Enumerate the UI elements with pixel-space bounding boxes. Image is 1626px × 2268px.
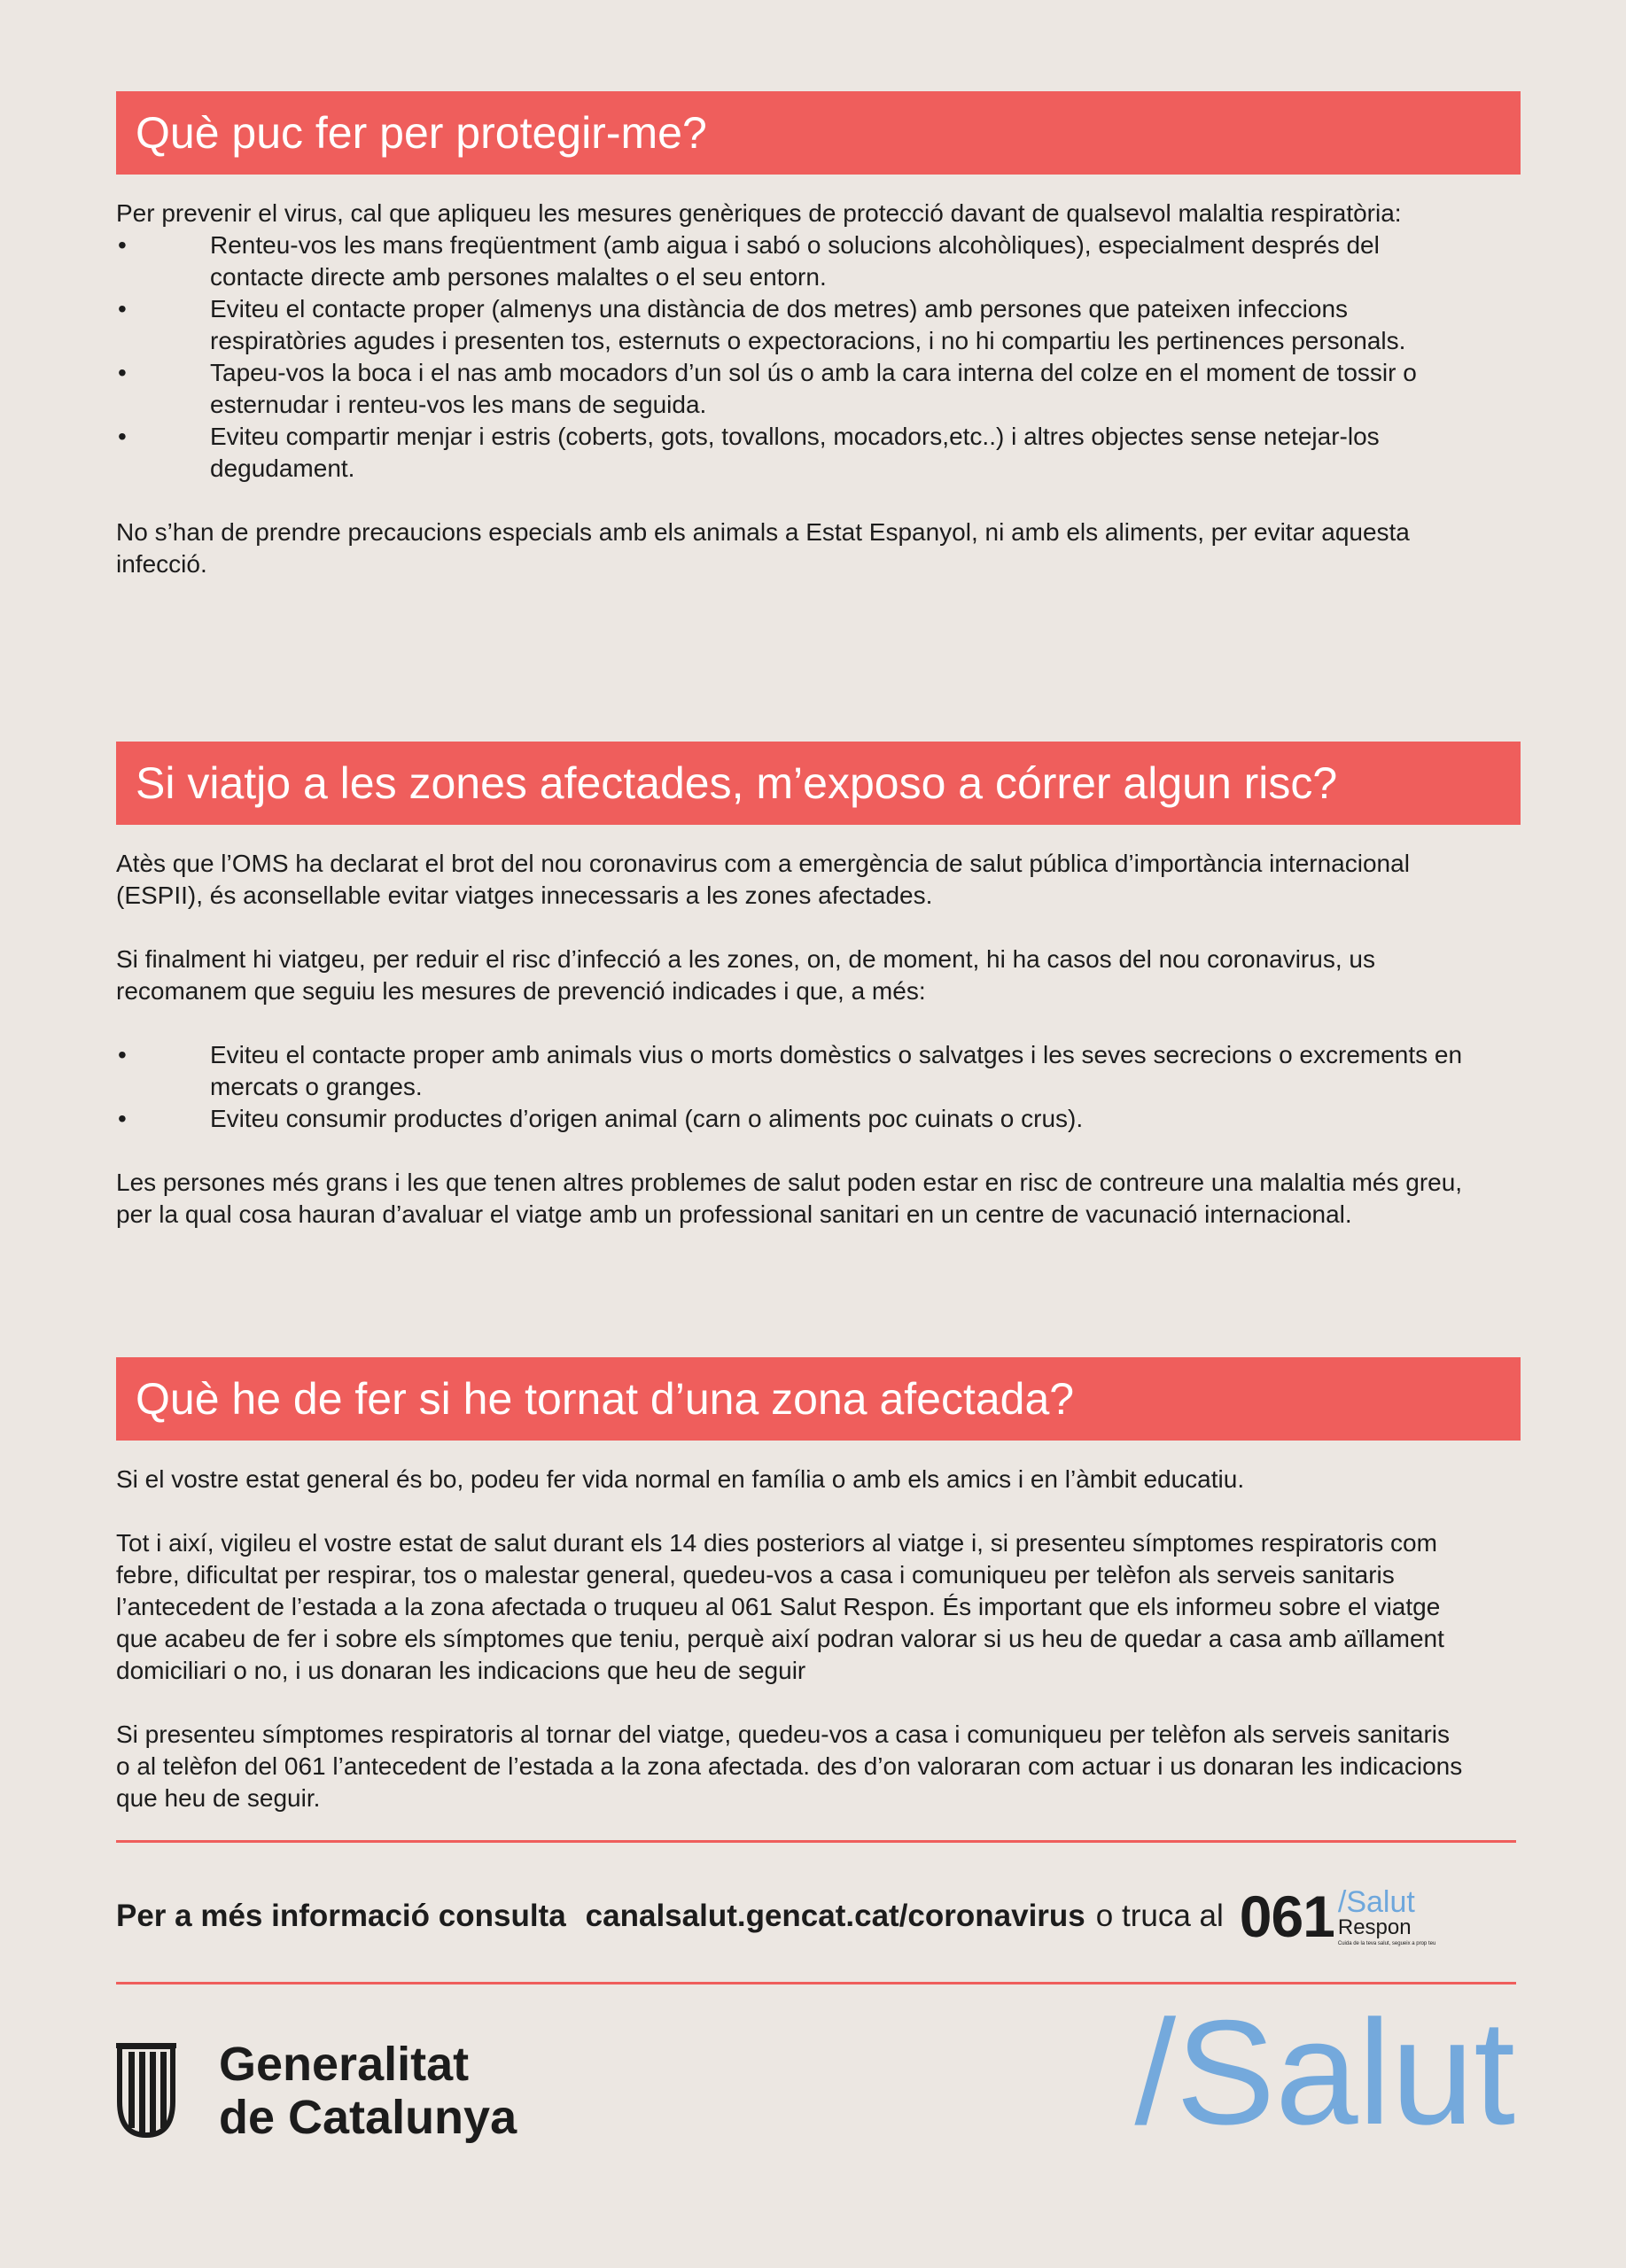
list-item: • Eviteu compartir menjar i estris (coberts, gots, tovallons, mocadors,etc..) i altres objectes sense netejar-los degudament. — [116, 421, 1463, 485]
paragraph: Si el vostre estat general és bo, podeu fer vida normal en família o amb els amics i en l’àmbit educatiu. — [116, 1465, 1245, 1493]
divider — [116, 1840, 1516, 1843]
catalan-shield-icon — [116, 2043, 176, 2139]
note-paragraph: No s’han de prendre precaucions especials amb els animals a Estat Espanyol, ni amb els aliments, per evitar aquesta infecció. — [116, 518, 1410, 578]
paragraph: Atès que l’OMS ha declarat el brot del nou coronavirus com a emergència de salut pública d’importància internacional (ESPII), és aconsellable evitar viatges innecessaris a les zones afectades. — [116, 850, 1410, 909]
section-body — [116, 1464, 1463, 1814]
logo-tagline: Cuida de la teva salut, segueix a prop teu — [1337, 1940, 1436, 1946]
paragraph: Tot i així, vigileu el vostre estat de salut durant els 14 dies posteriors al viatge i, si presenteu símptomes respiratoris com febre, dificultat per respirar, tos o malestar general, quedeu-vos a casa i comuniqueu per telèfon als serveis sanitaris l’antecedent de l’estada a la zona afectada o truqueu al 061 Salut Respon. És important que els informeu sobre el viatge que acabeu de fer i sobre els símptomes que teniu, perquè així podran valorar si us heu de quedar a casa amb aïllament domiciliari o no, i us donaran les indicacions que heu de seguir — [116, 1529, 1444, 1684]
section-body — [116, 848, 1463, 1231]
list-item: • Renteu-vos les mans freqüentment (amb aigua i sabó o solucions alcohòliques), especialment després del contacte directe amb persones malaltes o el seu entorn. — [116, 229, 1463, 293]
logo-respon-text: Respon — [1337, 1915, 1412, 1939]
phone-number[interactable]: 061 — [1239, 1884, 1334, 1949]
divider — [116, 1982, 1516, 1984]
info-link[interactable]: canalsalut.gencat.cat/coronavirus — [585, 1899, 1085, 1933]
section-heading: Què he de fer si he tornat d’una zona afectada? — [116, 1357, 1521, 1441]
generalitat-name — [219, 2038, 517, 2144]
generalitat-logo — [116, 2038, 517, 2144]
section-protection — [116, 91, 1521, 612]
section-travel-risk — [116, 742, 1521, 1262]
section-body — [116, 198, 1463, 580]
paragraph: Si presenteu símptomes respiratoris al tornar del viatge, quedeu-vos a casa i comuniqueu per telèfon als serveis sanitaris o al telèfon del 061 l’antecedent de l’estada a la zona afectada. des d’on valoraran com actuar i us donaran les indicacions que heu de seguir. — [116, 1720, 1463, 1812]
intro-paragraph: Per prevenir el virus, cal que apliqueu les mesures genèriques de protecció davant de qualsevol malaltia respiratòria: — [116, 199, 1402, 227]
generalitat-line1: Generalitat — [219, 2038, 470, 2091]
info-lead: Per a més informació consulta — [116, 1899, 566, 1933]
section-heading: Si viatjo a les zones afectades, m’exposo a córrer algun risc? — [116, 742, 1521, 825]
list-item: • Eviteu el contacte proper amb animals vius o morts domèstics o salvatges i les seves secrecions o excrements en mercats o granges. — [116, 1039, 1463, 1103]
bullet-list — [116, 229, 1463, 485]
bullet-list — [116, 1039, 1463, 1135]
list-item: • Tapeu-vos la boca i el nas amb mocadors d’un sol ús o amb la cara interna del colze en el moment de tossir o esternudar i renteu-vos les mans de seguida. — [116, 357, 1463, 421]
paragraph: Si finalment hi viatgeu, per reduir el risc d’infecció a les zones, on, de moment, hi ha casos del nou coronavirus, us recomanem que seguiu les mesures de prevenció indicades i que, a més: — [116, 945, 1375, 1005]
list-item: • Eviteu el contacte proper (almenys una distància de dos metres) amb persones que pateixen infeccions respiratòries agudes i presenten tos, esternuts o expectoracions, i no hi compartiu les pertinences personals. — [116, 293, 1463, 357]
generalitat-line2: de Catalunya — [219, 2091, 517, 2144]
more-info-line — [116, 1885, 1521, 1947]
section-returned — [116, 1357, 1521, 1846]
salut-brand: /Salut — [1134, 1989, 1515, 2155]
paragraph: Les persones més grans i les que tenen altres problemes de salut poden estar en risc de contreure una malaltia més greu, per la qual cosa hauran d’avaluar el viatge amb un professional sanitari en un centre de vacunació internacional. — [116, 1169, 1463, 1228]
section-heading: Què puc fer per protegir-me? — [116, 91, 1521, 175]
logo-salut-text: /Salut — [1337, 1884, 1415, 1919]
info-call: o truca al — [1095, 1899, 1224, 1933]
salut-respon-logo — [1337, 1884, 1436, 1946]
list-item: • Eviteu consumir productes d’origen animal (carn o aliments poc cuinats o crus). — [116, 1103, 1463, 1135]
